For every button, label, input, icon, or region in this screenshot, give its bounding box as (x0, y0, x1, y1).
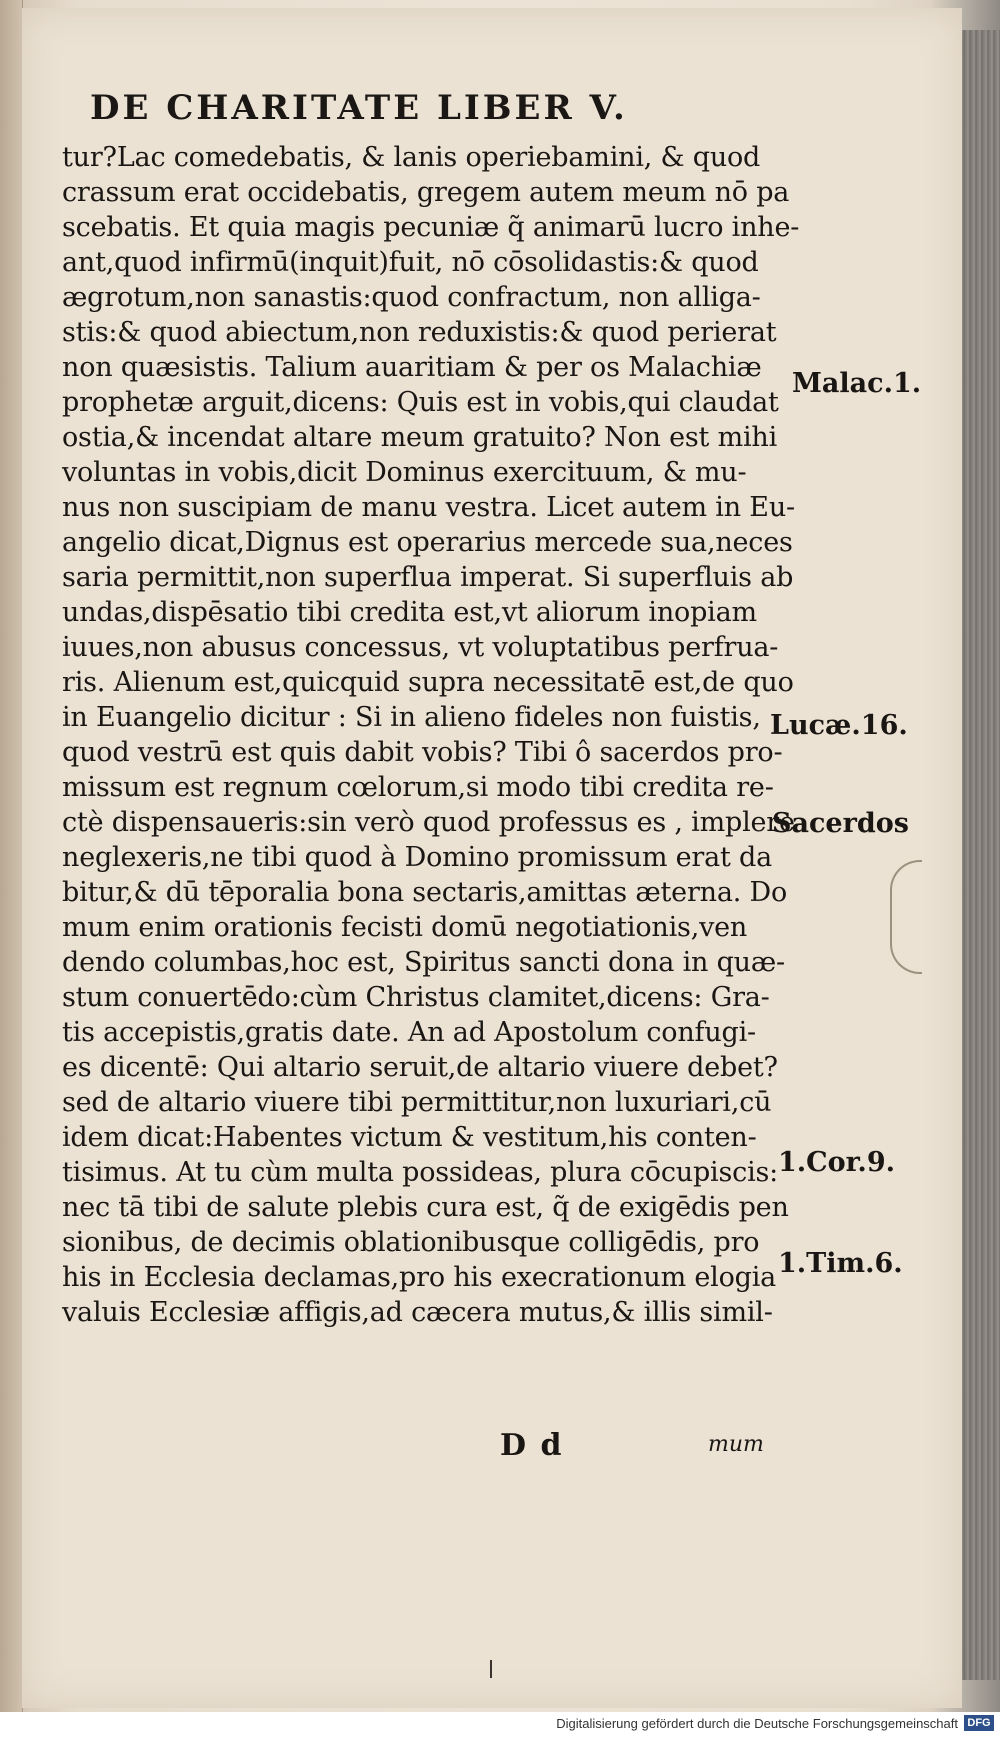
text-line: tisimus. At tu cùm multa possideas, plura cōcupiscis: (62, 1157, 779, 1188)
text-line: his in Ecclesia declamas,pro his execrationum elogia (62, 1262, 777, 1293)
catchword: mum (708, 1432, 764, 1457)
text-line: ant,quod infirmū(inquit)fuit, nō cōsolidastis:& quod (62, 247, 759, 278)
text-line: non quæsistis. Talium auaritiam & per os Malachiæ (62, 352, 762, 383)
previous-page-edge (0, 0, 23, 1712)
dfg-logo: DFG (964, 1715, 994, 1731)
text-line: mum enim orationis fecisti domū negotiationis,ven (62, 912, 748, 943)
page-stack-edge (958, 30, 1000, 1680)
text-line: stis:& quod abiectum,non reduxistis:& quod perierat (62, 317, 777, 348)
text-line: idem dicat:Habentes victum & vestitum,his conten- (62, 1122, 757, 1153)
text-line: tis accepistis,gratis date. An ad Apostolum confugi- (62, 1017, 756, 1048)
text-line: sionibus, de decimis oblationibusque colligēdis, pro (62, 1227, 760, 1258)
text-line: angelio dicat,Dignus est operarius mercede sua,neces (62, 527, 793, 558)
text-line: es dicentē: Qui altario seruit,de altario viuere debet? (62, 1052, 778, 1083)
text-line: prophetæ arguit,dicens: Quis est in vobis,qui claudat (62, 387, 779, 418)
text-line: nec tā tibi de salute plebis cura est, q̃ de exigēdis pen (62, 1192, 789, 1223)
text-line: voluntas in vobis,dicit Dominus exercituum, & mu- (62, 457, 747, 488)
text-line: iuues,non abusus concessus, vt voluptatibus perfrua- (62, 632, 779, 663)
text-line: stum conuertēdo:cùm Christus clamitet,dicens: Gra- (62, 982, 770, 1013)
text-line: dendo columbas,hoc est, Spiritus sancti dona in quæ- (62, 947, 785, 978)
text-line: tur?Lac comedebatis, & lanis operiebamini, & quod (62, 142, 761, 173)
text-line: in Euangelio dicitur : Si in alieno fideles non fuistis, (62, 702, 761, 733)
text-line: ægrotum,non sanastis:quod confractum, non alliga- (62, 282, 761, 313)
text-line: saria permittit,non superflua imperat. Si superfluis ab (62, 562, 794, 593)
body-text (62, 140, 800, 1330)
page-mark (490, 1660, 492, 1678)
text-line: undas,dispēsatio tibi credita est,vt aliorum inopiam (62, 597, 757, 628)
binding-clasp (890, 860, 922, 974)
text-line: ostia,& incendat altare meum gratuito? Non est mihi (62, 422, 778, 453)
margin-note-luke: Lucæ.16. (770, 710, 908, 741)
text-line: quod vestrū est quis dabit vobis? Tibi ô sacerdos pro- (62, 737, 783, 768)
margin-note-malachi: Malac.1. (792, 368, 922, 399)
text-line: bitur,& dū tēporalia bona sectaris,amittas æterna. Do (62, 877, 788, 908)
margin-note-sacerdos: Sacerdos (772, 808, 909, 839)
text-line: scebatis. Et quia magis pecuniæ q̃ animarū lucro inhe- (62, 212, 800, 243)
margin-note-timothy: 1.Tim.6. (778, 1248, 903, 1279)
text-line: neglexeris,ne tibi quod à Domino promissum erat da (62, 842, 772, 873)
signature-mark: D d (500, 1428, 564, 1463)
digitization-credit: Digitalisierung gefördert durch die Deutsche Forschungsgemeinschaft (556, 1716, 958, 1731)
text-line: valuis Ecclesiæ affigis,ad cæcera mutus,& illis simil- (62, 1297, 773, 1328)
text-line: crassum erat occidebatis, gregem autem meum nō pa (62, 177, 790, 208)
running-title: DE CHARITATE LIBER V. (90, 88, 628, 128)
text-line: sed de altario viuere tibi permittitur,non luxuriari,cū (62, 1087, 772, 1118)
text-line: nus non suscipiam de manu vestra. Licet autem in Eu- (62, 492, 795, 523)
text-line: ris. Alienum est,quicquid supra necessitatē est,de quo (62, 667, 794, 698)
text-line: missum est regnum cœlorum,si modo tibi credita re- (62, 772, 774, 803)
text-line: ctè dispensaueris:sin verò quod professus es , implere (62, 807, 795, 838)
margin-note-corinthians: 1.Cor.9. (778, 1147, 896, 1178)
